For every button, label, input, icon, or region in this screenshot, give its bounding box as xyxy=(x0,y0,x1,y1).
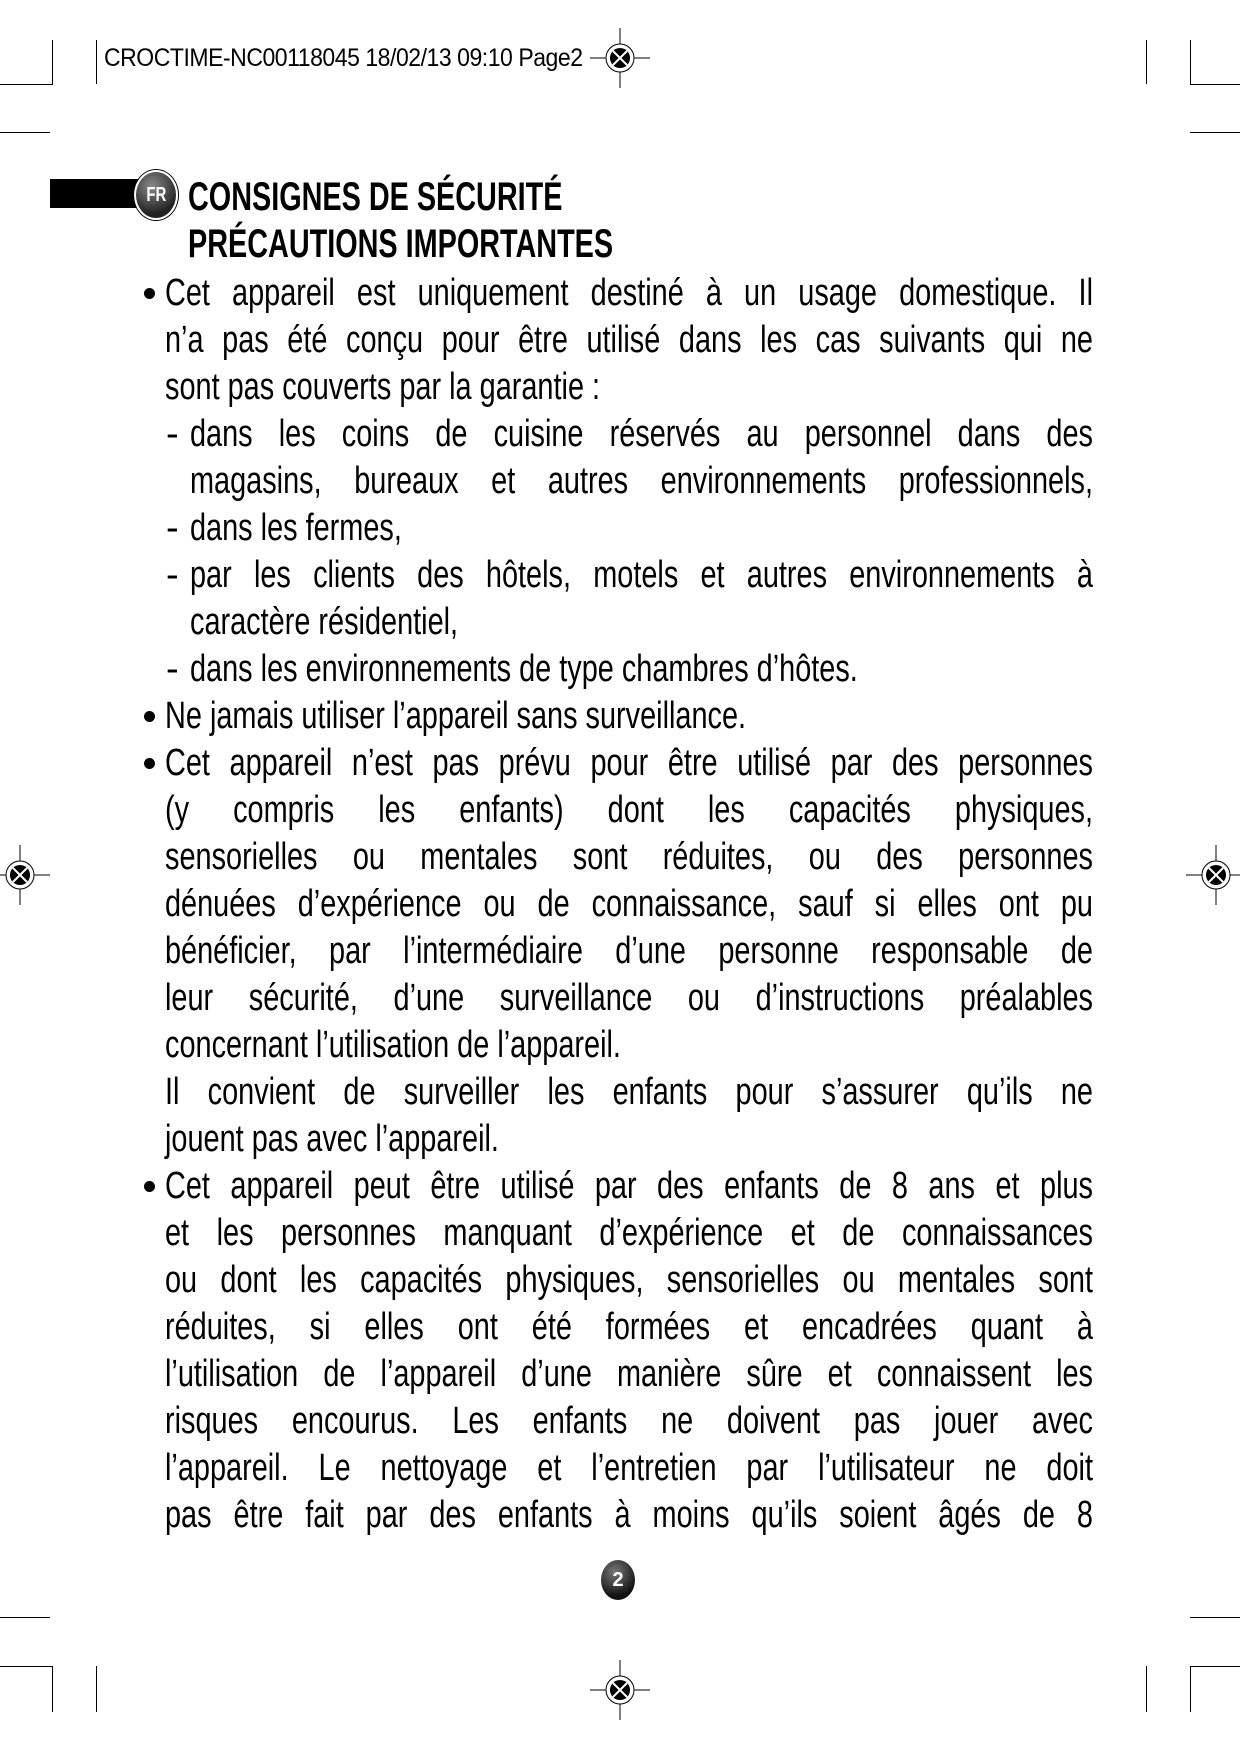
sub-list-item xyxy=(0,646,1240,693)
text-line-content: l’appareil. Le nettoyage et l’entretien par l’utilisateur ne doit xyxy=(165,1447,1093,1489)
crop-mark xyxy=(1190,1666,1240,1667)
dash-marker: - xyxy=(166,507,179,549)
text-line xyxy=(0,1022,1240,1069)
crop-mark xyxy=(1190,1666,1191,1712)
text-line xyxy=(0,928,1240,975)
language-badge-label: FR xyxy=(145,183,166,206)
crop-mark xyxy=(96,1666,97,1712)
text-line-content: Ne jamais utiliser l’appareil sans surveillance. xyxy=(165,695,747,737)
text-line xyxy=(0,787,1240,834)
crop-mark xyxy=(0,1617,50,1618)
crop-mark xyxy=(1190,1617,1240,1618)
text-line-content: risques encourus. Les enfants ne doivent pas jouer avec xyxy=(165,1400,1093,1442)
text-line xyxy=(0,1069,1240,1116)
section-subtitle: PRÉCAUTIONS IMPORTANTES xyxy=(188,222,614,266)
text-line-content: dans les coins de cuisine réservés au personnel dans des xyxy=(190,413,1093,455)
print-slug-line: CROCTIME-NC00118045 18/02/13 09:10 Page2 xyxy=(104,44,583,72)
text-line xyxy=(0,881,1240,928)
crop-mark xyxy=(1190,132,1240,133)
text-line-content: sensorielles ou mentales sont réduites, ou des personnes xyxy=(165,836,1093,878)
bullet-icon xyxy=(144,288,155,299)
crop-mark xyxy=(0,84,53,85)
crop-mark xyxy=(0,1666,53,1667)
text-line xyxy=(0,1398,1240,1445)
bullet-icon xyxy=(144,1181,155,1192)
text-line-content: concernant l’utilisation de l’appareil. xyxy=(165,1024,621,1066)
crop-mark xyxy=(1190,40,1191,84)
bullet-item xyxy=(0,693,1240,740)
text-line-content: par les clients des hôtels, motels et autres environnements à xyxy=(190,554,1093,596)
text-line-content: (y compris les enfants) dont les capacités physiques, xyxy=(165,789,1093,831)
text-line-content: Cet appareil peut être utilisé par des enfants de 8 ans et plus xyxy=(165,1165,1093,1207)
dash-marker: - xyxy=(166,554,179,596)
crop-mark xyxy=(1146,1666,1147,1712)
text-line xyxy=(0,599,1240,646)
sub-list-item xyxy=(0,552,1240,599)
dash-marker: - xyxy=(166,413,179,455)
text-line-content: magasins, bureaux et autres environnements professionnels, xyxy=(190,460,1093,502)
registration-mark-icon xyxy=(590,1660,650,1720)
bullet-item xyxy=(0,270,1240,317)
bullet-item xyxy=(0,1163,1240,1210)
sub-list-item xyxy=(0,411,1240,458)
text-line-content: Cet appareil n’est pas prévu pour être utilisé par des personnes xyxy=(165,742,1093,784)
text-line-content: dans les environnements de type chambres d’hôtes. xyxy=(190,648,858,690)
crop-mark xyxy=(96,40,97,84)
text-line-content: ou dont les capacités physiques, sensorielles ou mentales sont xyxy=(165,1259,1093,1301)
crop-mark xyxy=(1190,84,1240,85)
text-line xyxy=(0,1116,1240,1163)
bullet-item xyxy=(0,740,1240,787)
text-line-content: dans les fermes, xyxy=(190,507,402,549)
text-line-content: réduites, si elles ont été formées et encadrées quant à xyxy=(165,1306,1093,1348)
section-marker-bar xyxy=(50,179,140,208)
text-line-content: sont pas couverts par la garantie : xyxy=(165,366,601,408)
text-line-content: dénuées d’expérience ou de connaissance, sauf si elles ont pu xyxy=(165,883,1093,925)
text-line-content: Il convient de surveiller les enfants pour s’assurer qu’ils ne xyxy=(165,1071,1093,1113)
text-line-content: Cet appareil est uniquement destiné à un usage domestique. Il xyxy=(165,272,1093,314)
text-line-content: l’utilisation de l’appareil d’une manière sûre et connaissent les xyxy=(165,1353,1093,1395)
sub-list-item xyxy=(0,505,1240,552)
section-title: CONSIGNES DE SÉCURITÉ xyxy=(188,175,563,219)
language-badge xyxy=(134,170,178,220)
bullet-icon xyxy=(144,758,155,769)
safety-instructions xyxy=(0,270,1240,1539)
crop-mark xyxy=(52,40,53,84)
crop-mark xyxy=(1146,40,1147,84)
crop-mark xyxy=(0,132,50,133)
text-line xyxy=(0,1257,1240,1304)
crop-mark xyxy=(52,1666,53,1712)
page-number-label: 2 xyxy=(612,1568,624,1591)
text-line-content: n’a pas été conçu pour être utilisé dans les cas suivants qui ne xyxy=(165,319,1093,361)
bullet-icon xyxy=(144,711,155,722)
text-line-content: jouent pas avec l’appareil. xyxy=(165,1118,499,1160)
page-number xyxy=(601,1560,635,1600)
text-line-content: bénéficier, par l’intermédiaire d’une personne responsable de xyxy=(165,930,1093,972)
text-line xyxy=(0,1492,1240,1539)
registration-mark-icon xyxy=(590,28,650,88)
text-line-content: et les personnes manquant d’expérience et de connaissances xyxy=(165,1212,1093,1254)
dash-marker: - xyxy=(166,648,179,690)
text-line xyxy=(0,458,1240,505)
text-line xyxy=(0,1304,1240,1351)
text-line-content: leur sécurité, d’une surveillance ou d’instructions préalables xyxy=(165,977,1093,1019)
text-line xyxy=(0,975,1240,1022)
text-line xyxy=(0,1351,1240,1398)
text-line xyxy=(0,317,1240,364)
text-line-content: pas être fait par des enfants à moins qu’ils soient âgés de 8 xyxy=(165,1494,1093,1536)
text-line xyxy=(0,1210,1240,1257)
text-line xyxy=(0,1445,1240,1492)
text-line-content: caractère résidentiel, xyxy=(190,601,459,643)
text-line xyxy=(0,364,1240,411)
text-line xyxy=(0,834,1240,881)
